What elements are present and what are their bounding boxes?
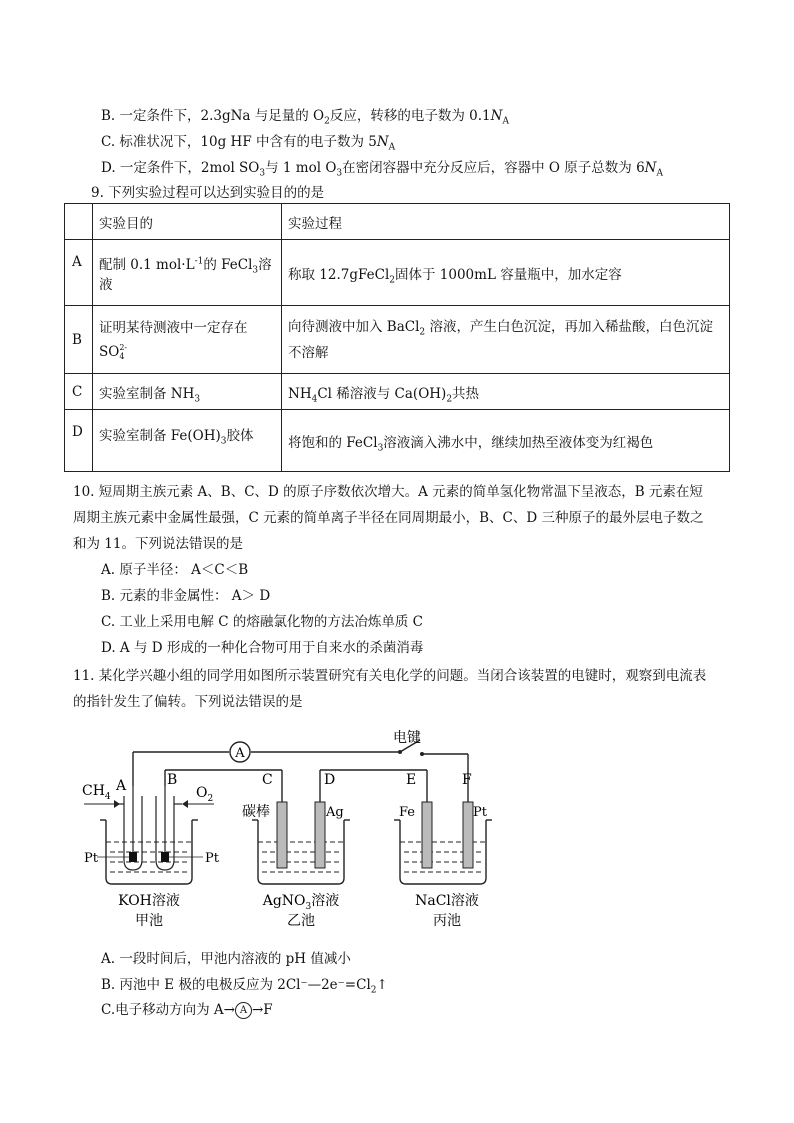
q8-option-c: C. 标准状况下，10g HF 中含有的电子数为 $5N_A$ xyxy=(101,134,396,153)
nacl-caption: NaCl溶液 xyxy=(415,893,479,909)
q10-stem-2: 周期主族元素中金属性最强，C 元素的简单离子半径在同周期最小，B、C、D 三种原子的最外层电子数之 xyxy=(73,510,704,526)
ch4-label: $CH_4$ xyxy=(82,783,111,802)
table-header-label xyxy=(65,204,93,240)
q10-option-a: A. 原子半径： A＜C＜B xyxy=(101,562,249,578)
electrode-c-label: C xyxy=(262,772,273,788)
pt-left-label: Pt xyxy=(84,851,98,866)
jia-caption: 甲池 xyxy=(135,913,163,929)
carbon-rod-electrode xyxy=(277,802,287,868)
ammeter-circle-icon: A xyxy=(235,1002,252,1019)
q8-option-b: B. 一定条件下，2.3gNa 与足量的 $O_2$反应，转移的电子数为 $0.1N_A$ xyxy=(101,108,509,127)
row-process: 称取 12.7gFeCl$_2$固体于 1000mL 容量瓶中，加水定容 xyxy=(282,240,730,306)
electrode-e-label: E xyxy=(406,772,417,788)
q10-stem-3: 和为 11。下列说法错误的是 xyxy=(73,536,243,552)
q10-option-c: C. 工业上采用电解 C 的熔融氯化物的方法冶炼单质 C xyxy=(101,614,423,630)
row-process: 将饱和的 FeCl$_3$溶液滴入沸水中，继续加热至液体变为红褐色 xyxy=(282,410,730,472)
row-process: $NH_4Cl$ 稀溶液与 $Ca(OH)_2$共热 xyxy=(282,374,730,410)
agno3-caption: AgNO$_3$溶液 xyxy=(262,893,340,912)
table-row-d xyxy=(65,410,730,472)
q9-table xyxy=(64,203,730,472)
electrochem-apparatus-figure xyxy=(70,720,510,935)
row-label: C xyxy=(65,374,93,410)
q8-option-d: D. 一定条件下，2mol $SO_3$与 1 mol $O_3$在密闭容器中充分反应后，容器中 O 原子总数为 $6N_A$ xyxy=(101,160,663,179)
pt-electrode-left xyxy=(129,852,137,862)
pt-electrode xyxy=(463,802,473,868)
pt-right-label: Pt xyxy=(205,851,219,866)
row-label: B xyxy=(65,306,93,374)
q11-stem-2: 的指针发生了偏转。下列说法错误的是 xyxy=(73,694,303,710)
electrode-a-label: A xyxy=(116,778,127,794)
q9-stem: 9. 下列实验过程可以达到实验目的的是 xyxy=(91,185,325,201)
q10-option-b: B. 元素的非金属性： A＞ D xyxy=(101,588,271,604)
table-row-a xyxy=(65,240,730,306)
row-purpose: 配制 0.1 $mol\cdot L^{-1}$的 FeCl$_3$溶液 xyxy=(93,240,282,306)
table-header-row xyxy=(65,204,730,240)
table-header-process: 实验过程 xyxy=(282,204,730,240)
row-purpose: 证明某待测液中一定存在 SO2- 4 xyxy=(93,306,282,374)
yi-caption: 乙池 xyxy=(287,913,315,929)
table-row-b xyxy=(65,306,730,374)
table-header-purpose: 实验目的 xyxy=(93,204,282,240)
q10-option-d: D. A 与 D 形成的一种化合物可用于自来水的杀菌消毒 xyxy=(101,640,424,656)
electrode-d-label: D xyxy=(324,772,336,788)
q11-option-c: C.电子移动方向为 A→ A →F xyxy=(101,1002,273,1018)
row-purpose: 实验室制备 $NH_3$ xyxy=(93,374,282,410)
fe-electrode xyxy=(422,802,432,868)
pt-label: Pt xyxy=(473,805,487,820)
q10-stem-1: 10. 短周期主族元素 A、B、C、D 的原子序数依次增大。A 元素的简单氢化物常温下呈液态，B 元素在短 xyxy=(73,484,703,500)
koh-caption: KOH溶液 xyxy=(118,893,180,909)
q11-option-a: A. 一段时间后，甲池内溶液的 pH 值减小 xyxy=(101,951,351,967)
row-purpose: 实验室制备 $Fe(OH)_3$胶体 xyxy=(93,410,282,472)
electrode-b-label: B xyxy=(167,772,178,788)
table-row-c xyxy=(65,374,730,410)
electrode-f-label: F xyxy=(462,772,472,788)
carbon-rod-label: 碳棒 xyxy=(242,804,270,820)
row-label: D xyxy=(65,410,93,472)
row-label: A xyxy=(65,240,93,306)
bing-caption: 丙池 xyxy=(433,913,461,929)
pt-electrode-right xyxy=(161,852,169,862)
o2-arrow-icon xyxy=(182,800,188,808)
q11-option-b: B. 丙池中 E 极的电极反应为 $2Cl^-—2e^-=Cl_2↑$ xyxy=(101,977,388,996)
switch-label: 电键 xyxy=(393,730,421,746)
ag-label: Ag xyxy=(326,805,344,820)
row-process: 向待测液中加入 BaCl$_2$ 溶液，产生白色沉淀，再加入稀盐酸，白色沉淀 不溶解 xyxy=(282,306,730,374)
o2-label: $O_2$ xyxy=(196,785,214,804)
ammeter-label: A xyxy=(235,746,245,761)
fe-label: Fe xyxy=(399,805,416,820)
ag-electrode xyxy=(315,802,325,868)
ch4-arrow-icon xyxy=(114,800,120,808)
q11-stem-1: 11. 某化学兴趣小组的同学用如图所示装置研究有关电化学的问题。当闭合该装置的电键时，观察到电流表 xyxy=(73,668,707,684)
